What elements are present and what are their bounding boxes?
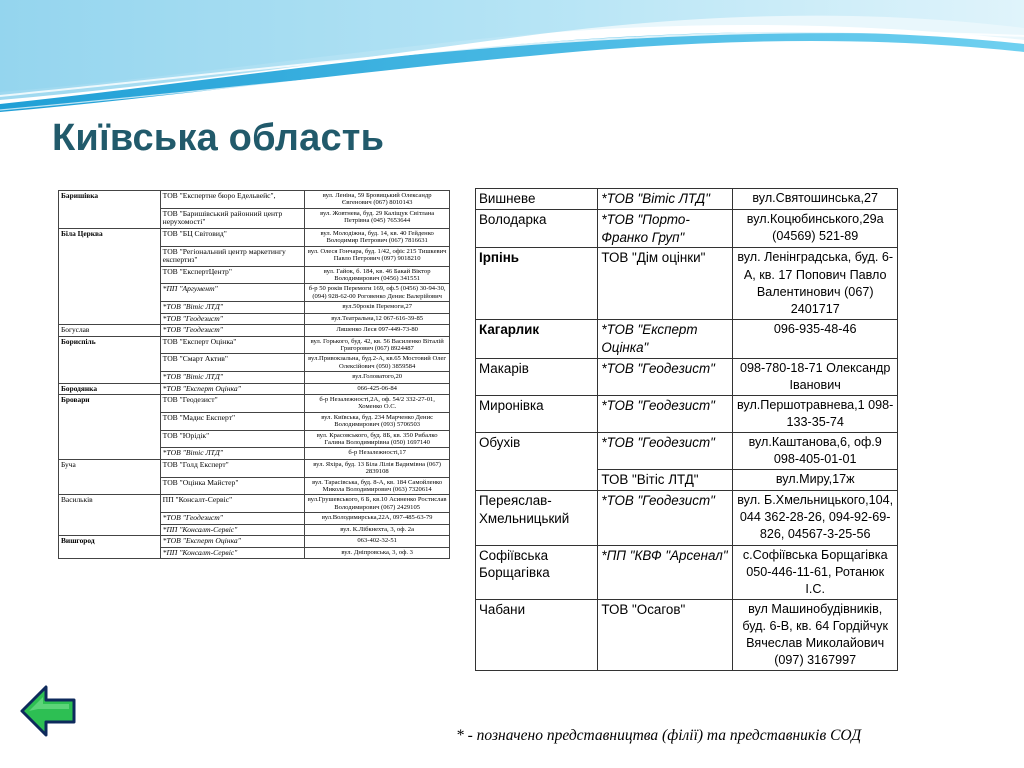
table-left-address-cell: б-р Незалежності,2А, оф. 54/2 332-27-01, Хоменко О.С. [305,395,450,413]
table-left-address-cell: вул.Головатого,20 [305,372,450,384]
table-left-address-cell: б-р Незалежності,17 [305,448,450,460]
table-left-address-cell: 063-402-32-51 [305,536,450,548]
table-right-address-cell: 096-935-48-46 [733,319,898,358]
table-left-company-cell: *ТОВ "Вітіс ЛТД" [160,448,305,460]
table-left-row [59,191,450,209]
table-right-company-cell: *ТОВ "Геодезист" [598,358,733,395]
table-left-company-cell: *ТОВ "Геодезист" [160,313,305,325]
table-right-city-cell: Кагарлик [476,319,598,358]
table-left-company-cell: *ТОВ "Вітіс ЛТД" [160,372,305,384]
table-left-city-cell: Васильків [59,495,161,536]
table-left-row [59,495,450,513]
table-right-city-cell: Обухів [476,433,598,491]
table-right-row [476,319,898,358]
table-right-address-cell: вул. Ленінградська, буд. 6-А, кв. 17 Попович Павло Валентинович (067) 2401717 [733,248,898,320]
table-left-company-cell: *ПП "Аргумент" [160,284,305,302]
back-button[interactable] [18,683,78,739]
table-left-city-cell: Богуслав [59,325,161,337]
table-left-address-cell: вул. К.Лібкнехта, 3, оф. 2а [305,524,450,536]
table-left-row [59,536,450,548]
table-left-address-cell: б-р 50 років Перемоги 169, оф.5 (0456) 30-94-30, (094) 928-62-00 Роговенко Денис Валерійович [305,284,450,302]
table-left-company-cell: ТОВ "ЕкспертЦентр" [160,266,305,284]
table-left-company-cell: ТОВ "Оцінка Майстер" [160,477,305,495]
table-right-company-cell: ТОВ "Дім оцінки" [598,248,733,320]
table-left-row [59,228,450,246]
table-left-address-cell: Ляшенко Леся 097-449-73-80 [305,325,450,337]
table-left-city-cell: Вишгород [59,536,161,559]
table-right-row [476,433,898,470]
table-left-address-cell: вул. Яхіра, буд. 13 Біла Лілія Вадимівна (067) 2839108 [305,459,450,477]
table-left-address-cell: вул.Привокзальна, буд.2-А, кв.65 Мостовий Олег Олексійович (050) 3859584 [305,354,450,372]
table-right-row [476,395,898,432]
table-left-company-cell: *ПП "Консалт-Сервіс" [160,524,305,536]
table-left-city-cell: Бровари [59,395,161,460]
table-right-address-cell: вул Машинобудівників, буд. 6-В, кв. 64 Гордійчук Вячеслав Миколайович (097) 3167997 [733,599,898,671]
table-left-row [59,383,450,395]
table-right-row [476,189,898,210]
table-right-address-cell: вул. Б.Хмельницького,104, 044 362-28-26, 094-92-69-826, 04567-3-25-56 [733,491,898,545]
table-right-city-cell: Софіївська Борщагівка [476,545,598,599]
table-right-city-cell: Вишневе [476,189,598,210]
table-right-address-cell: вул.Коцюбинського,29а (04569) 521-89 [733,209,898,248]
table-right-address-cell: вул.Святошинська,27 [733,189,898,210]
table-right-row [476,209,898,248]
table-left-address-cell: 066-425-06-84 [305,383,450,395]
table-right-city-cell: Миронівка [476,395,598,432]
table-right-company-cell: ТОВ "Вітіс ЛТД" [598,470,733,491]
table-right-company-cell: *ПП "КВФ "Арсенал" [598,545,733,599]
table-left-company-cell: ТОВ "Юрідік" [160,430,305,448]
table-right-address-cell: вул.Першотравнева,1 098-133-35-74 [733,395,898,432]
table-left-address-cell: вул. Тарасівська, буд. 8-А, кв. 184 Самойленко Микола Володимирович (063) 7320614 [305,477,450,495]
table-left-city-cell: Біла Церква [59,228,161,324]
table-right-row [476,358,898,395]
table-right-company-cell: *ТОВ "Геодезист" [598,491,733,545]
table-left-company-cell: ТОВ "БЦ Світовид" [160,228,305,246]
table-left-address-cell: вул. Дніпровська, 3, оф. 3 [305,547,450,559]
table-left-company-cell: ТОВ "Експерт Оцінка" [160,336,305,354]
table-left-address-cell: вул.50років Перемоги,27 [305,302,450,314]
table-right-company-cell: *ТОВ "Порто-Франко Груп" [598,209,733,248]
table-left-row [59,395,450,413]
table-right-city-cell: Макарів [476,358,598,395]
table-right-city-cell: Переяслав-Хмельницький [476,491,598,545]
table-right-company-cell: ТОВ "Осагов" [598,599,733,671]
table-left-company-cell: ТОВ "Регіональний центр маркетингу експертиз" [160,246,305,266]
table-right-company-cell: *ТОВ "Експерт Оцінка" [598,319,733,358]
table-left-row [59,325,450,337]
table-right-address-cell: 098-780-18-71 Олександр Іванович [733,358,898,395]
table-right-address-cell: с.Софіївська Борщагівка 050-446-11-61, Ротанюк І.С. [733,545,898,599]
table-left-company-cell: *ПП "Консалт-Сервіс" [160,547,305,559]
table-left-address-cell: вул. Красовського, буд. 8Б, кв. 350 Рибалко Галина Володимирівна (050) 1697140 [305,430,450,448]
table-left-company-cell: ТОВ "Мадис Експерт" [160,412,305,430]
table-right-row [476,491,898,545]
table-right-row [476,545,898,599]
table-right-city-cell: Чабани [476,599,598,671]
table-left-company-cell: ТОВ "Смарт Актив" [160,354,305,372]
left-table [58,190,450,559]
table-left-company-cell: *ТОВ "Експерт Оцінка" [160,383,305,395]
table-right-company-cell: *ТОВ "Вітіс ЛТД" [598,189,733,210]
page-title: Київська область [52,117,385,159]
table-left-address-cell: вул. Молодіжна, буд. 14, кв. 40 Гейденко Володимир Петрович (067) 7816631 [305,228,450,246]
table-left-company-cell: *ТОВ "Геодезист" [160,325,305,337]
table-left-address-cell: вул. Леніна, 59 Бровицький Олександр Євгенович (067) 8010143 [305,191,450,209]
table-left-address-cell: вул. Гайок, б. 184, кв. 46 Бакай Віктор Володимирович (0456) 341551 [305,266,450,284]
table-right-row [476,248,898,320]
table-right-address-cell: вул.Каштанова,6, оф.9 098-405-01-01 [733,433,898,470]
table-left-address-cell: вул. Олеся Гончара, буд. 1/42, офіс 215 Тишкевич Павло Петрович (097) 9018210 [305,246,450,266]
table-left-row [59,336,450,354]
right-table [475,188,898,671]
table-left-company-cell: *ТОВ "Геодезист" [160,513,305,525]
table-left-address-cell: вул. Жовтнева, буд. 29 Каліщук Світлана Петрівна (045) 7653644 [305,208,450,228]
table-left-city-cell: Бородянка [59,383,161,395]
table-left-city-cell: Бориспіль [59,336,161,383]
table-left-address-cell: вул.Театральна,12 067-616-39-85 [305,313,450,325]
table-left-company-cell: ПП "Консалт-Сервіс" [160,495,305,513]
table-left-row [59,459,450,477]
table-left-company-cell: ТОВ "Геодезист" [160,395,305,413]
table-left-city-cell: Баришівка [59,191,161,229]
table-left-address-cell: вул. Київська, буд. 234 Марченко Денис Володимирович (093) 5706503 [305,412,450,430]
table-right-company-cell: *ТОВ "Геодезист" [598,395,733,432]
table-left-company-cell: *ТОВ "Вітіс ЛТД" [160,302,305,314]
left-arrow-icon [22,687,74,735]
table-left-address-cell: вул.Грушевського, 6 Б, кв.10 Асиненко Ростислав Володимирович (067) 2429105 [305,495,450,513]
table-right-city-cell: Ірпінь [476,248,598,320]
table-left-company-cell: ТОВ "Голд Експерт" [160,459,305,477]
table-left-company-cell: ТОВ "Експертне бюро Едельвейс", [160,191,305,209]
decorative-wave [0,0,1024,120]
table-left-company-cell: *ТОВ "Експерт Оцінка" [160,536,305,548]
table-left-company-cell: ТОВ "Баришівський районний центр нерухомості" [160,208,305,228]
table-left-address-cell: вул.Володимирська,22А, 097-485-63-79 [305,513,450,525]
footnote: * - позначено представництва (філії) та представників СОД [456,727,862,744]
table-left-address-cell: вул. Горького, буд. 42, кв. 56 Василенко Віталій Григорович (067) 8924487 [305,336,450,354]
table-right-address-cell: вул.Миру,17ж [733,470,898,491]
table-right-company-cell: *ТОВ "Геодезист" [598,433,733,470]
table-right-row [476,599,898,671]
table-right-city-cell: Володарка [476,209,598,248]
table-left-city-cell: Буча [59,459,161,495]
